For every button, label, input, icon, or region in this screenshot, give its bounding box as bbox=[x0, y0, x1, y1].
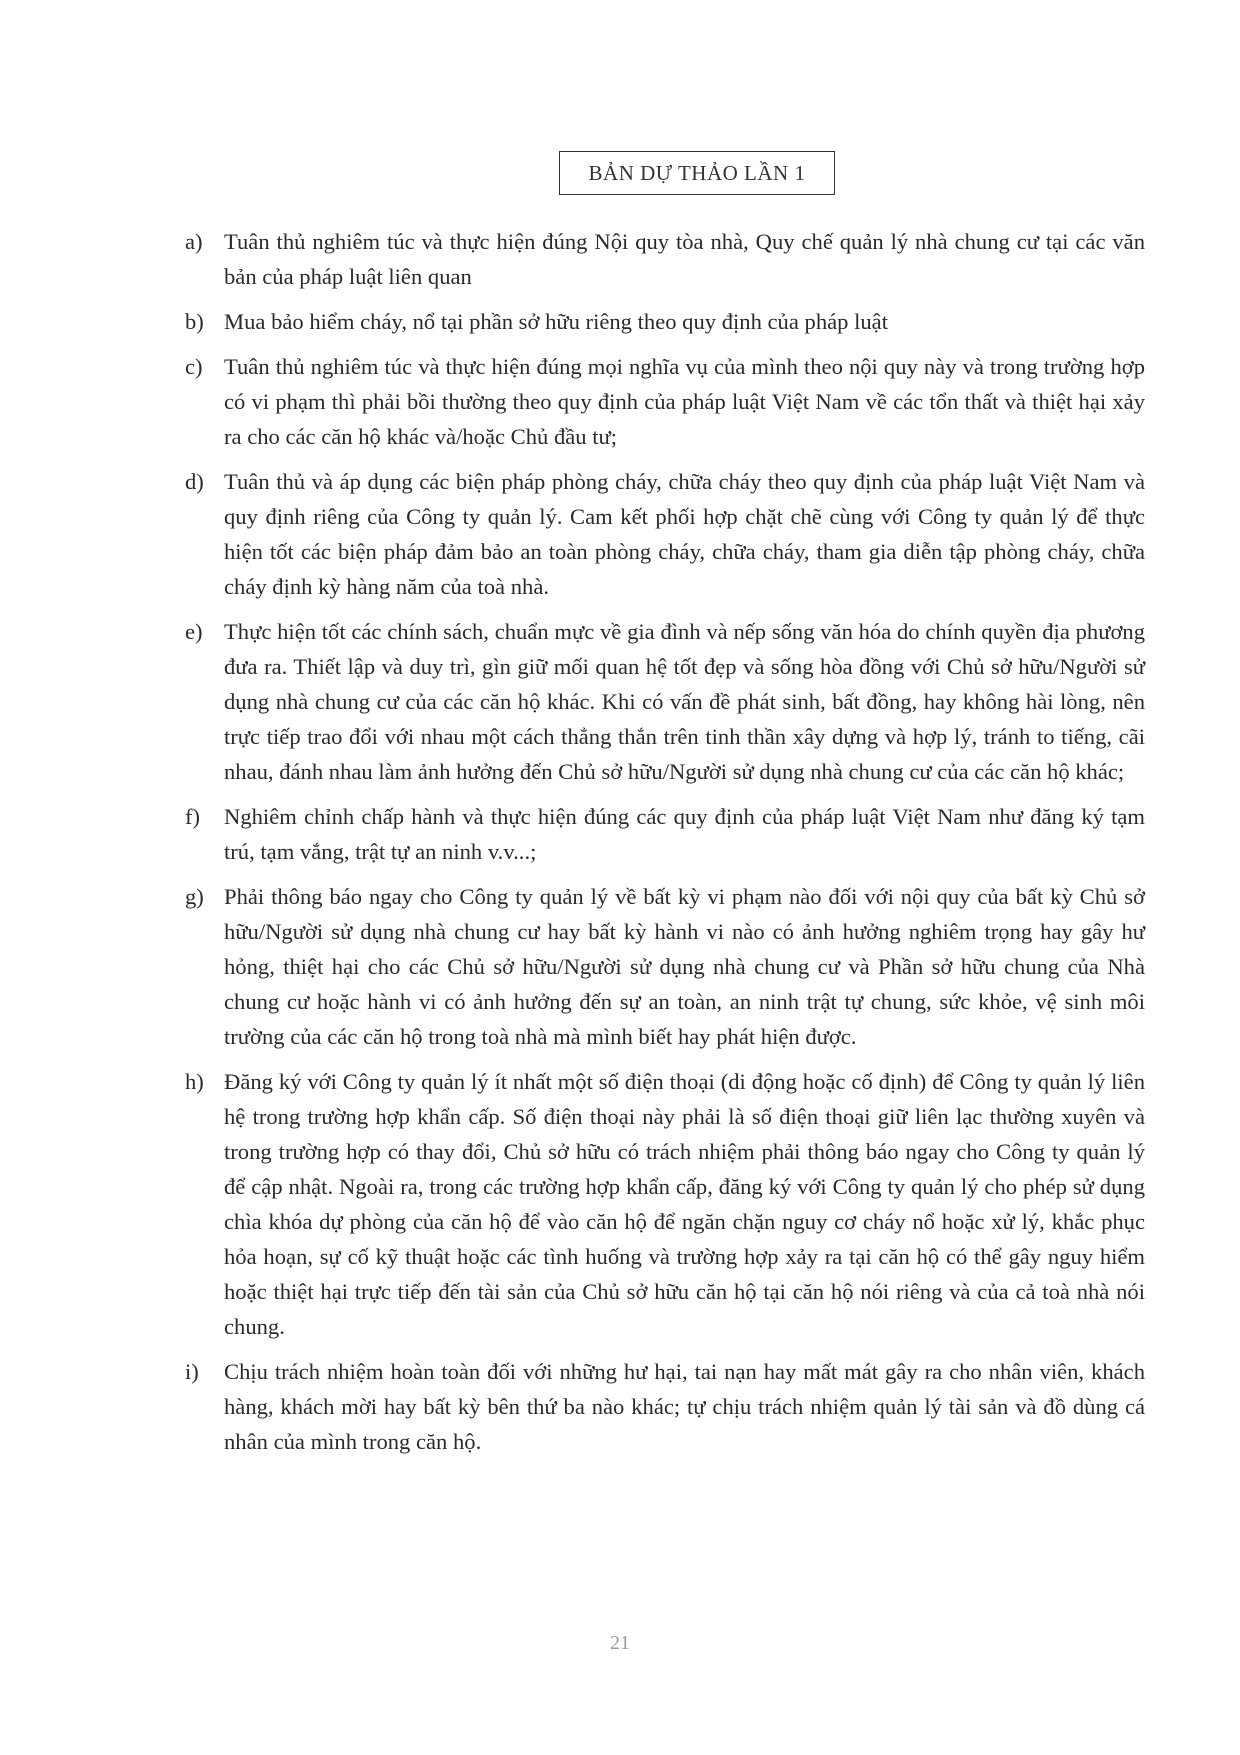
item-marker: d) bbox=[185, 469, 204, 494]
list-item bbox=[185, 224, 1145, 294]
item-marker: h) bbox=[185, 1069, 204, 1094]
list-item bbox=[185, 614, 1145, 789]
item-text: Chịu trách nhiệm hoàn toàn đối với những hư hại, tai nạn hay mất mát gây ra cho nhân viên, khách hàng, khách mời hay bất kỳ bên thứ ba nào khác; tự chịu trách nhiệm quản lý tài sản và đồ dùng cá nhân của mình trong căn hộ. bbox=[224, 1359, 1145, 1454]
item-marker: f) bbox=[185, 804, 201, 829]
item-marker: c) bbox=[185, 354, 203, 379]
list-item bbox=[185, 464, 1145, 604]
item-text: Nghiêm chỉnh chấp hành và thực hiện đúng các quy định của pháp luật Việt Nam như đăng ký tạm trú, tạm vắng, trật tự an ninh v.v...; bbox=[224, 804, 1145, 864]
item-text: Tuân thủ và áp dụng các biện pháp phòng cháy, chữa cháy theo quy định của pháp luật Việt Nam và quy định riêng của Công ty quản lý. Cam kết phối hợp chặt chẽ cùng với Công ty quản lý để thực hiện tốt các biện pháp đảm bảo an toàn phòng cháy, chữa cháy, tham gia diễn tập phòng cháy, chữa cháy định kỳ hàng năm của toà nhà. bbox=[224, 469, 1145, 599]
draft-label-box bbox=[559, 151, 835, 195]
item-marker: g) bbox=[185, 884, 204, 909]
item-text: Tuân thủ nghiêm túc và thực hiện đúng mọi nghĩa vụ của mình theo nội quy này và trong trường hợp có vi phạm thì phải bồi thường theo quy định của pháp luật Việt Nam về các tổn thất và thiệt hại xảy ra cho các căn hộ khác và/hoặc Chủ đầu tư; bbox=[224, 354, 1145, 449]
list-item bbox=[185, 304, 1145, 339]
draft-label: BẢN DỰ THẢO LẦN 1 bbox=[588, 160, 806, 185]
list-item bbox=[185, 879, 1145, 1054]
obligations-list bbox=[185, 224, 1145, 1469]
item-text: Mua bảo hiểm cháy, nổ tại phần sở hữu riêng theo quy định của pháp luật bbox=[224, 309, 888, 334]
item-marker: i) bbox=[185, 1359, 199, 1384]
item-marker: e) bbox=[185, 619, 203, 644]
item-text: Phải thông báo ngay cho Công ty quản lý về bất kỳ vi phạm nào đối với nội quy của bất kỳ Chủ sở hữu/Người sử dụng nhà chung cư hay bất kỳ hành vi nào có ảnh hưởng nghiêm trọng hay gây hư hỏng, thiệt hại cho các Chủ sở hữu/Người sử dụng nhà chung cư và Phần sở hữu chung của Nhà chung cư hoặc hành vi có ảnh hưởng đến sự an toàn, an ninh trật tự chung, sức khỏe, vệ sinh môi trường của các căn hộ trong toà nhà mà mình biết hay phát hiện được. bbox=[224, 884, 1145, 1049]
list-item bbox=[185, 1354, 1145, 1459]
list-item bbox=[185, 799, 1145, 869]
item-marker: b) bbox=[185, 309, 204, 334]
list-item bbox=[185, 1064, 1145, 1344]
item-marker: a) bbox=[185, 229, 203, 254]
item-text: Đăng ký với Công ty quản lý ít nhất một số điện thoại (di động hoặc cố định) để Công ty quản lý liên hệ trong trường hợp khẩn cấp. Số điện thoại này phải là số điện thoại giữ liên lạc thường xuyên và trong trường hợp có thay đổi, Chủ sở hữu có trách nhiệm phải thông báo ngay cho Công ty quản lý để cập nhật. Ngoài ra, trong các trường hợp khẩn cấp, đăng ký với Công ty quản lý cho phép sử dụng chìa khóa dự phòng của căn hộ để vào căn hộ để ngăn chặn nguy cơ cháy nổ hoặc xử lý, khắc phục hỏa hoạn, sự cố kỹ thuật hoặc các tình huống và trường hợp xảy ra tại căn hộ có thể gây nguy hiểm hoặc thiệt hại trực tiếp đến tài sản của Chủ sở hữu căn hộ tại căn hộ nói riêng và của cả toà nhà nói chung. bbox=[224, 1069, 1145, 1339]
list-item bbox=[185, 349, 1145, 454]
page-number: 21 bbox=[610, 1632, 630, 1654]
item-text: Tuân thủ nghiêm túc và thực hiện đúng Nội quy tòa nhà, Quy chế quản lý nhà chung cư tại các văn bản của pháp luật liên quan bbox=[224, 229, 1145, 289]
item-text: Thực hiện tốt các chính sách, chuẩn mực về gia đình và nếp sống văn hóa do chính quyền địa phương đưa ra. Thiết lập và duy trì, gìn giữ mối quan hệ tốt đẹp và sống hòa đồng với Chủ sở hữu/Người sử dụng nhà chung cư của các căn hộ khác. Khi có vấn đề phát sinh, bất đồng, hay không hài lòng, nên trực tiếp trao đổi với nhau một cách thẳng thắn trên tinh thần xây dựng và hợp lý, tránh to tiếng, cãi nhau, đánh nhau làm ảnh hưởng đến Chủ sở hữu/Người sử dụng nhà chung cư của các căn hộ khác; bbox=[224, 619, 1145, 784]
